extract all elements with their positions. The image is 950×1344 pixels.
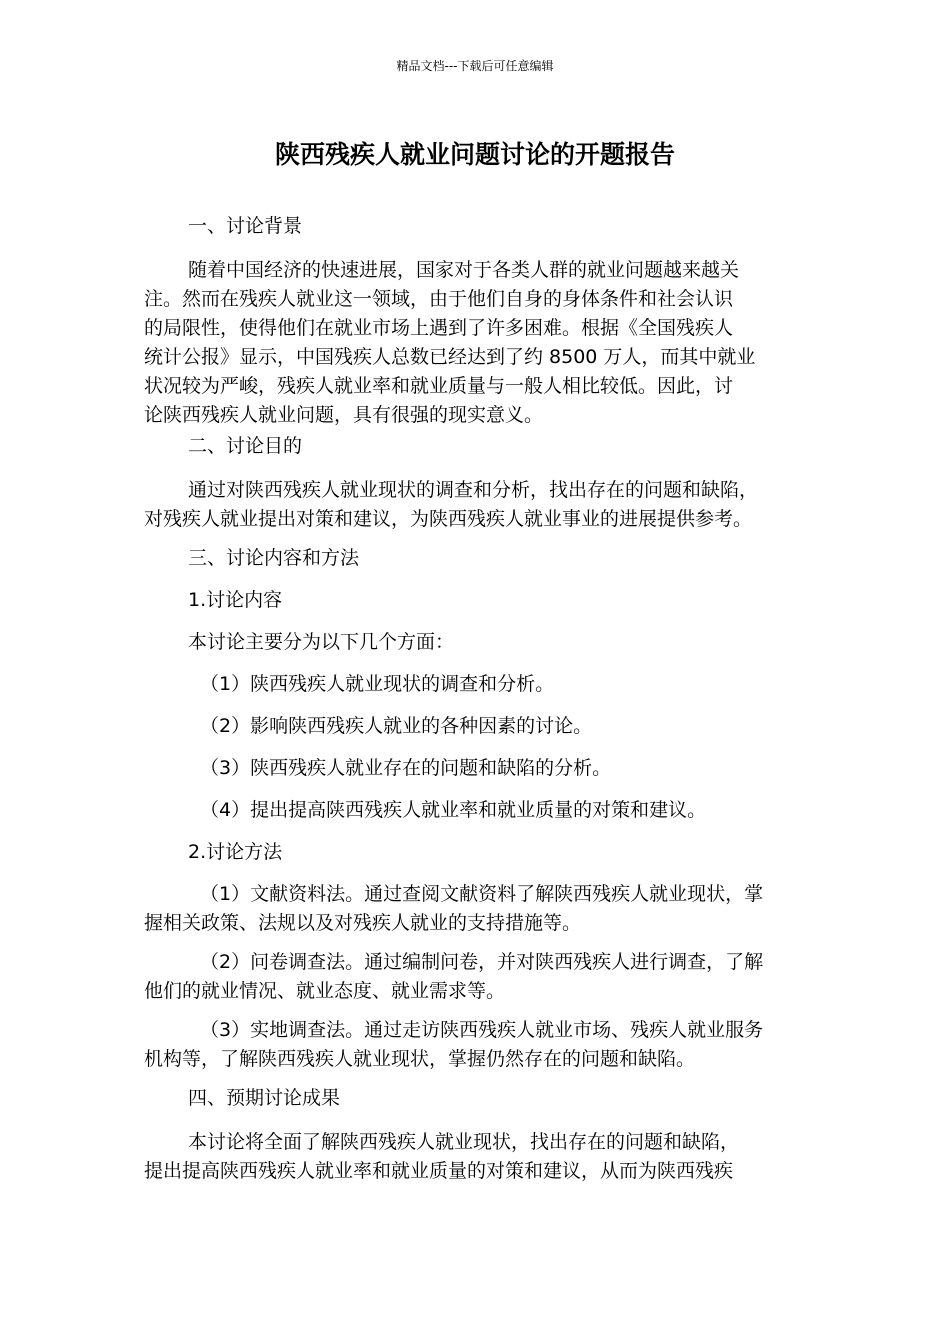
paragraph: [144, 476, 812, 534]
text-line: （2）影响陕西残疾人就业的各种因素的讨论。: [200, 715, 593, 737]
paragraph: [144, 544, 812, 573]
text-line: 提出提高陕西残疾人就业率和就业质量的对策和建议，从而为陕西残疾: [144, 1160, 734, 1182]
text-line: （1）陕西残疾人就业现状的调查和分析。: [200, 673, 555, 695]
text-line: 二、讨论目的: [188, 435, 303, 457]
paragraph: [144, 256, 812, 430]
paragraph: [144, 838, 812, 867]
text-line: 对残疾人就业提出对策和建议，为陕西残疾人就业事业的进展提供参考。: [144, 508, 753, 530]
text-line: 状况较为严峻，残疾人就业率和就业质量与一般人相比较低。因此，讨: [144, 375, 734, 397]
text-line: 本讨论主要分为以下几个方面：: [188, 631, 455, 653]
paragraph: [144, 1084, 812, 1113]
text-line: 论陕西残疾人就业问题，具有很强的现实意义。: [144, 404, 544, 426]
text-line: 随着中国经济的快速进展，国家对于各类人群的就业问题越来越关: [188, 259, 740, 281]
paragraph: [144, 586, 812, 615]
text-line: （3）陕西残疾人就业存在的问题和缺陷的分析。: [200, 757, 612, 779]
text-line: 注。然而在残疾人就业这一领域，由于他们自身的身体条件和社会认识: [144, 288, 734, 310]
paragraph: [144, 796, 812, 825]
text-line: 一、讨论背景: [188, 215, 303, 237]
text-line: 1.讨论内容: [188, 589, 283, 611]
document-title: 陕西残疾人就业问题讨论的开题报告: [274, 140, 675, 169]
text-line: 他们的就业情况、就业态度、就业需求等。: [144, 980, 506, 1002]
paragraph: [144, 754, 812, 783]
text-line: 统计公报》显示，中国残疾人总数已经达到了约 8500 万人，而其中就业: [144, 346, 756, 368]
paragraph: [144, 432, 812, 461]
paragraph: [144, 880, 812, 938]
text-line: （2）问卷调查法。通过编制问卷，并对陕西残疾人进行调查，了解: [200, 951, 764, 973]
text-line: （1）文献资料法。通过查阅文献资料了解陕西残疾人就业现状，掌: [200, 883, 764, 905]
paragraph: [144, 712, 812, 741]
paragraph: [144, 948, 812, 1006]
text-line: 三、讨论内容和方法: [188, 547, 360, 569]
paragraph: [144, 1128, 812, 1186]
text-line: 2.讨论方法: [188, 841, 283, 863]
text-line: 本讨论将全面了解陕西残疾人就业现状，找出存在的问题和缺陷，: [188, 1131, 740, 1153]
paragraph: [144, 670, 812, 699]
text-line: 通过对陕西残疾人就业现状的调查和分析，找出存在的问题和缺陷，: [188, 479, 759, 501]
text-line: 机构等，了解陕西残疾人就业现状，掌握仍然存在的问题和缺陷。: [144, 1048, 696, 1070]
text-line: （4）提出提高陕西残疾人就业率和就业质量的对策和建议。: [200, 799, 707, 821]
text-line: 四、预期讨论成果: [188, 1087, 341, 1109]
paragraph: [144, 628, 812, 657]
paragraph: [144, 212, 812, 241]
page-header-note: 精品文档---下载后可任意编辑: [396, 59, 554, 73]
text-line: 的局限性，使得他们在就业市场上遇到了许多困难。根据《全国残疾人: [144, 317, 734, 339]
text-line: 握相关政策、法规以及对残疾人就业的支持措施等。: [144, 912, 582, 934]
text-line: （3）实地调查法。通过走访陕西残疾人就业市场、残疾人就业服务: [200, 1019, 764, 1041]
paragraph: [144, 1016, 812, 1074]
